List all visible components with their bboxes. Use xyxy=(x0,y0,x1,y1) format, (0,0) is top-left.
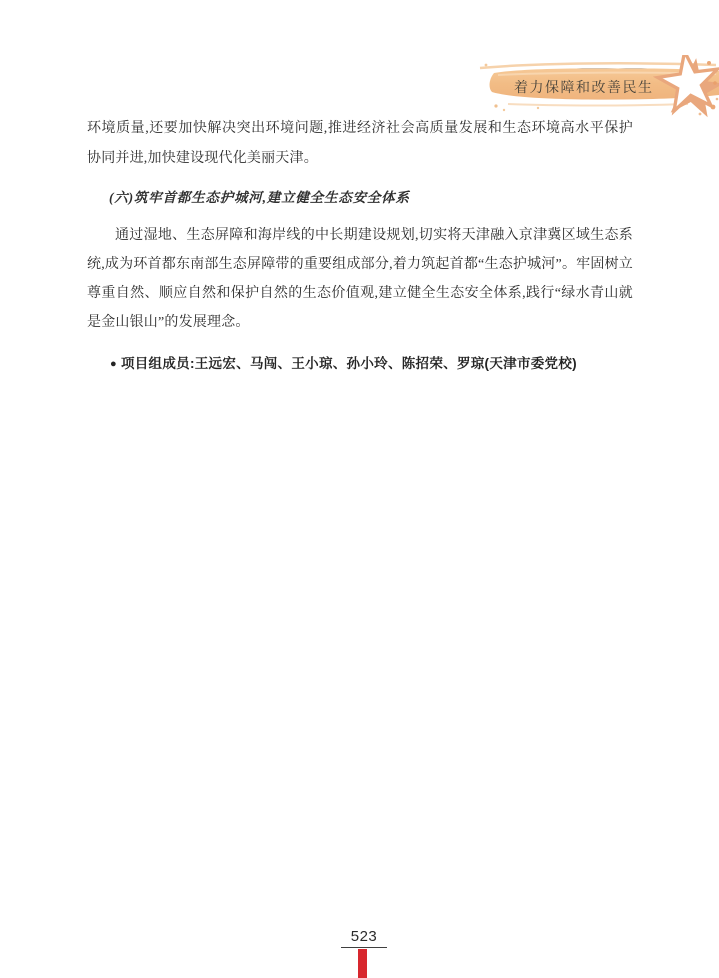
chapter-header-band xyxy=(478,55,719,119)
paragraph-body: 通过湿地、生态屏障和海岸线的中长期建设规划,切实将天津融入京津冀区域生态系统,成为环首都东南部生态屏障带的重要组成部分,着力筑起首都“生态护城河”。牢固树立尊重自然、顺应自然和保护自然的生态价值观,建立健全生态安全体系,践行“绿水青山就是金山银山”的发展理念。 xyxy=(87,228,633,330)
page-number: 523 xyxy=(341,928,387,948)
chapter-title: 着力保障和改善民生 xyxy=(514,81,654,96)
project-members-line xyxy=(87,350,647,378)
bullet-icon: ● xyxy=(110,358,117,370)
section-heading: (六)筑牢首都生态护城河,建立健全生态安全体系 xyxy=(109,190,410,205)
footer-red-bar xyxy=(358,949,367,978)
paragraph-continuation: 环境质量,还要加快解决突出环境问题,推进经济社会高质量发展和生态环境高水平保护协同并进,加快建设现代化美丽天津。 xyxy=(87,121,633,166)
project-members-text: 项目组成员:王远宏、马闯、王小琼、孙小玲、陈招荣、罗琼(天津市委党校) xyxy=(120,356,577,371)
